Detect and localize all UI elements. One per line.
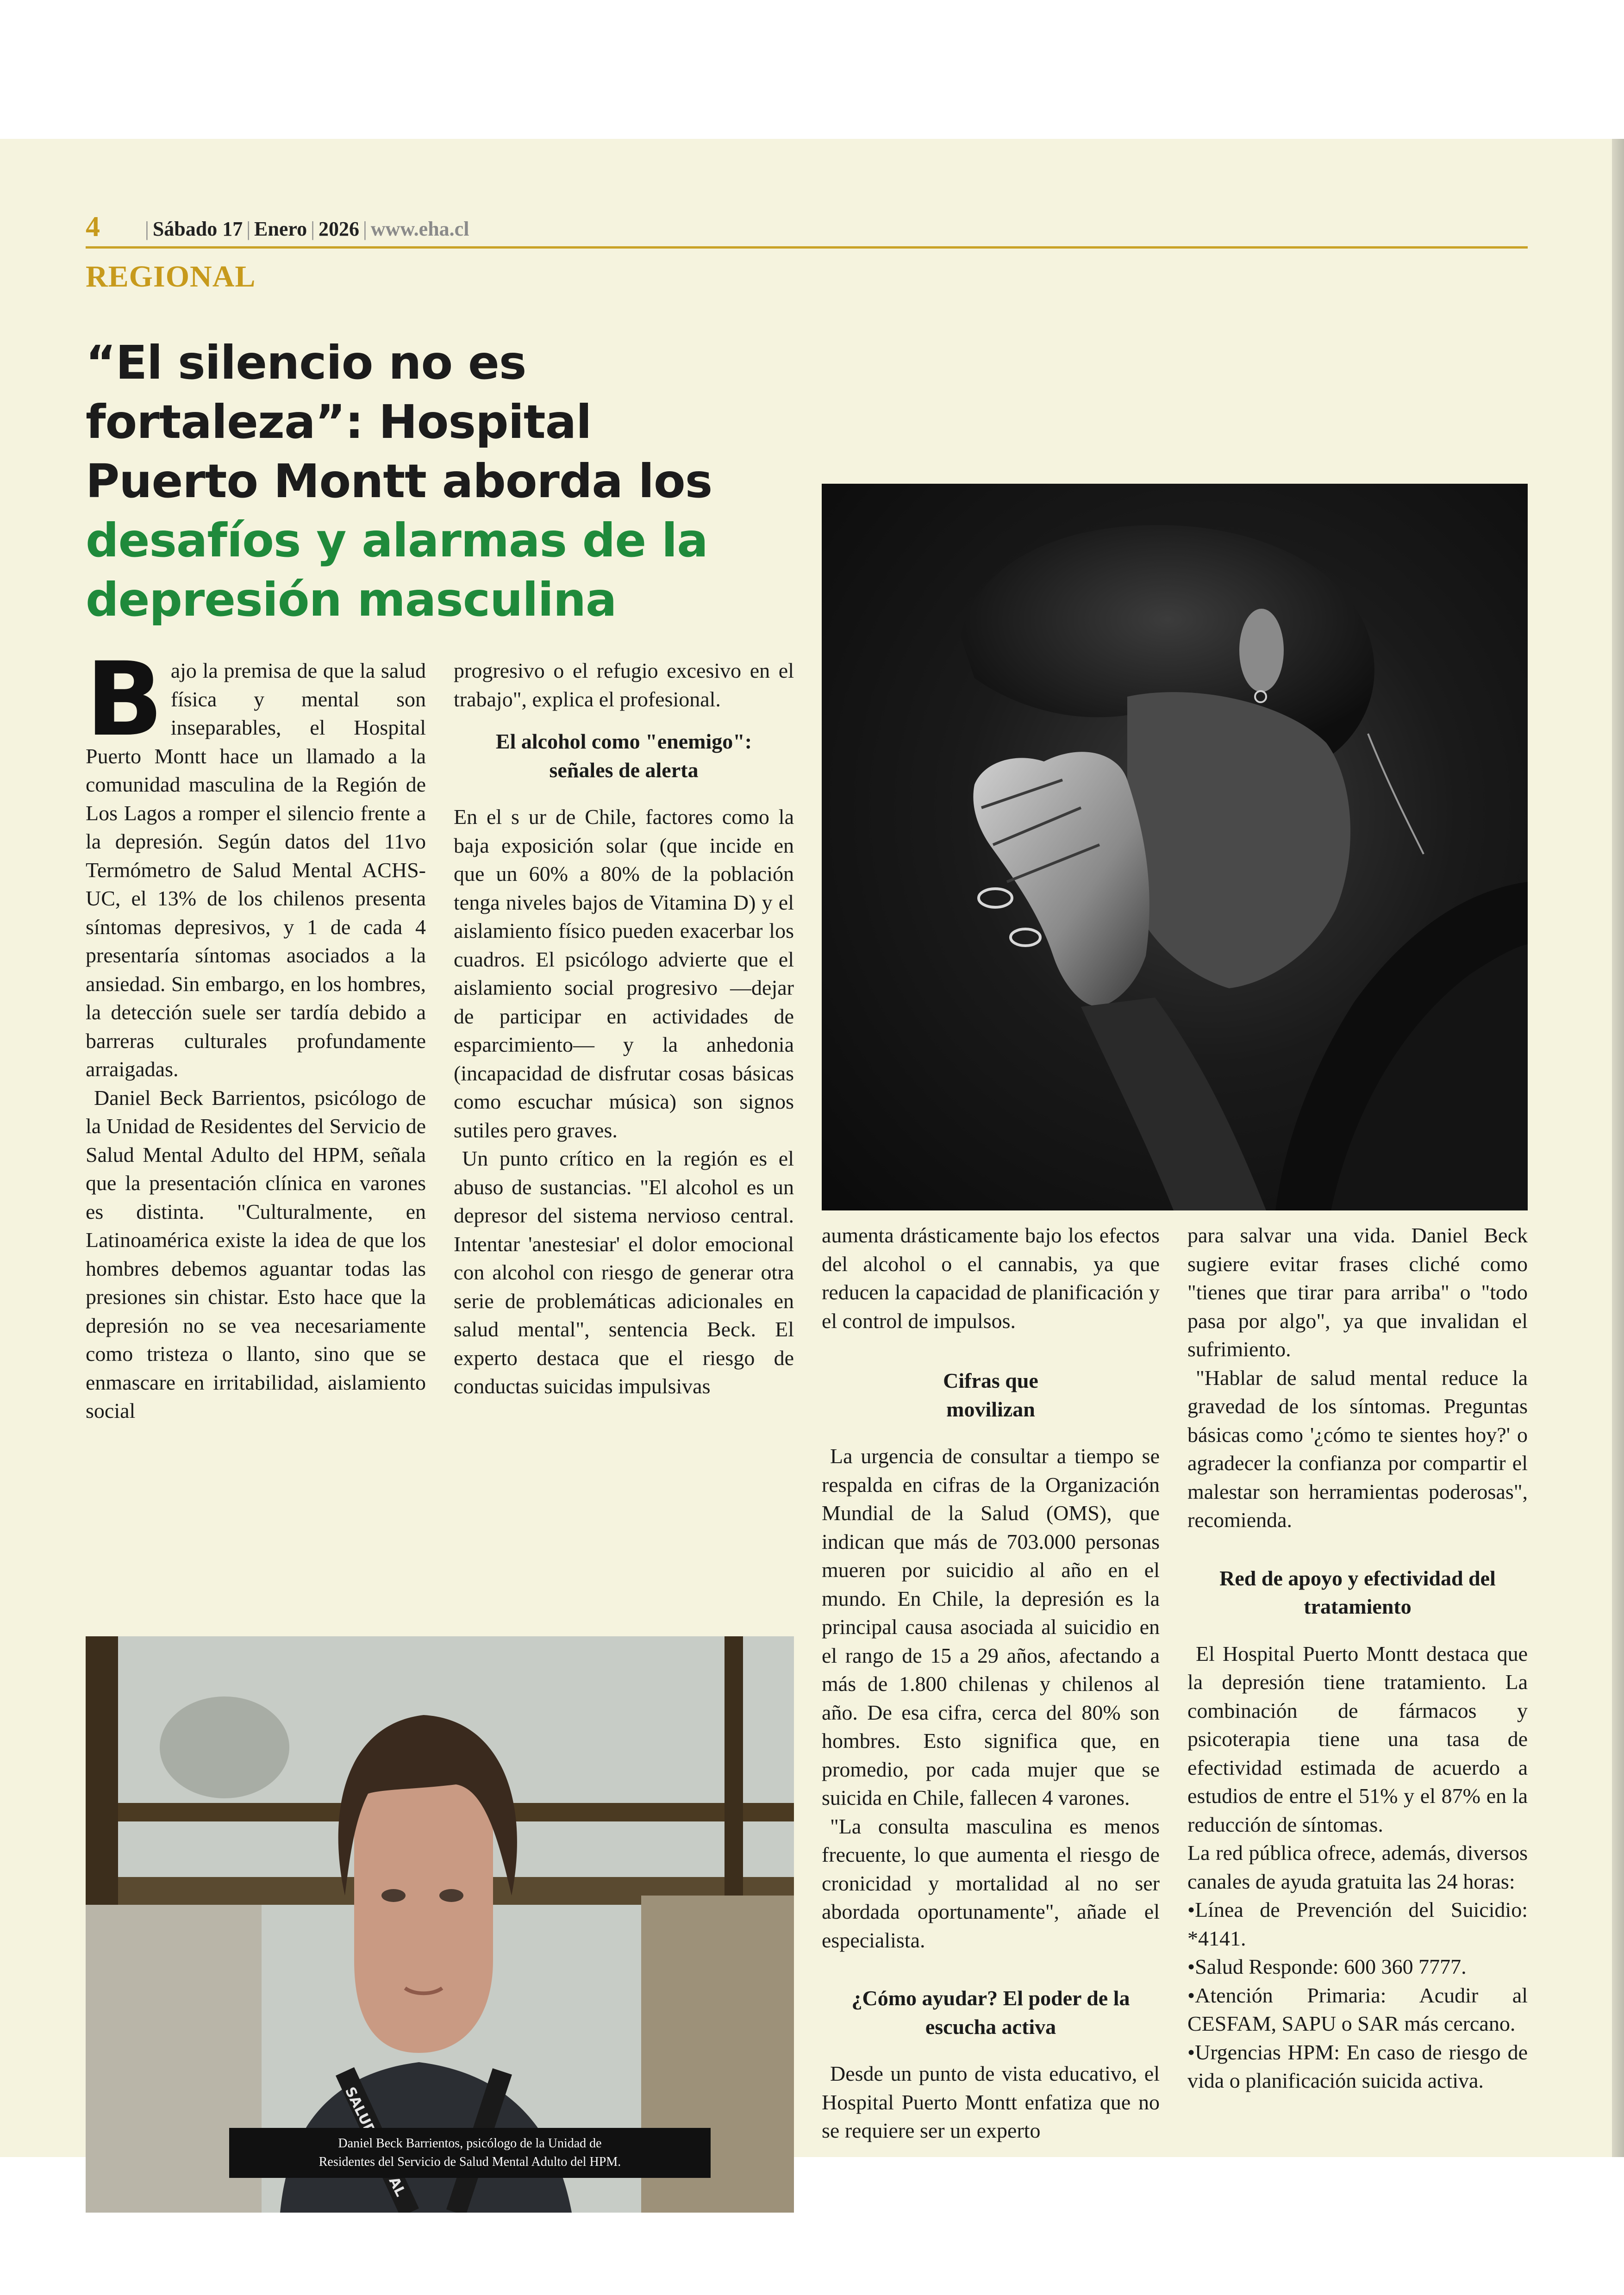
paragraph: Daniel Beck Barrientos, psicólogo de la Unidad de Residentes del Servicio de Salud Mental Adulto del HPM, señala que la presentación clínica en varones es distinta. "Culturalmente, en Latinoamérica existe la idea de que los hombres debemos aguantar todas las presiones sin chistar. Esto hace que la depresión no se vea necesariamente como tristeza o llanto, sino que se enmascare en irritabilidad, aislamiento social <box>86 1085 426 1422</box>
paragraph: La red pública ofrece, además, diversos canales de ayuda gratuita las 24 horas: <box>1187 1841 1528 1893</box>
caption-line: Daniel Beck Barrientos, psicólogo de la Unidad de <box>338 2136 602 2151</box>
bullet-item: •Atención Primaria: Acudir al CESFAM, SAPU o SAR más cercano. <box>1187 1983 1528 2035</box>
bullet-item: •Salud Responde: 600 360 7777. <box>1187 1955 1467 1978</box>
section-label: REGIONAL <box>86 260 256 293</box>
headline-line: fortaleza”: Hospital <box>86 395 592 449</box>
paragraph: Desde un punto de vista educativo, el Hospital Puerto Montt enfatiza que no se requiere ser un experto <box>822 2062 1160 2142</box>
subheading <box>822 1366 1160 1423</box>
bullet-item: •Línea de Prevención del Suicidio: *4141. <box>1187 1898 1528 1950</box>
page-header: 4 | Sábado 17 | Enero | 2026 | www.eha.cl <box>86 211 469 243</box>
article-column-3 <box>822 1221 1160 2145</box>
headline-line: “El silencio no es <box>86 336 526 390</box>
paragraph: "La consulta masculina es menos frecuente, lo que aumenta el riesgo de cronicidad y mortalidad al no ser abordada oportunamente", añade el especialista. <box>822 1814 1160 1952</box>
header-day: Sábado 17 <box>152 218 243 240</box>
header-website-link[interactable]: www.eha.cl <box>370 218 469 240</box>
subheading-line: movilizan <box>946 1397 1035 1421</box>
paragraph: El Hospital Puerto Montt destaca que la depresión tiene tratamiento. La combinación de fármacos y psicoterapia tiene una tasa de efectividad estimada de acuerdo a estudios de entre el 51% y el 87% en la reducción de síntomas. <box>1187 1641 1528 1836</box>
headline-line-highlight: desafíos y alarmas de la <box>86 513 708 568</box>
article-column-1 <box>86 640 426 1425</box>
paragraph: para salvar una vida. Daniel Beck sugiere evitar frases cliché como "tienes que tirar para arriba" o "todo pasa por algo", ya que invalidan el sufrimiento. <box>1187 1223 1528 1361</box>
header-year: 2026 <box>318 218 359 240</box>
page-number: 4 <box>86 211 100 243</box>
drop-cap: B <box>86 640 163 759</box>
headline-line: Puerto Montt aborda los <box>86 454 712 508</box>
paragraph: En el s ur de Chile, factores como la baja exposición solar (que incide en que un 60% a 80% de la población tenga niveles bajos de Vitamina D) y el aislamiento físico pueden exacerbar los cuadros. El psicólogo advierte que el aislamiento social progresivo —dejar de participar en actividades de esparcimiento— y la anhedonia (incapacidad de disfrutar cosas básicas como escuchar música) son signos sutiles pero graves. <box>454 805 794 1142</box>
paragraph: "Hablar de salud mental reduce la gravedad de los síntomas. Preguntas básicas como '¿cómo te sientes hoy?' o agradecer la confianza por compartir el malestar son herramientas poderosas", recomienda. <box>1187 1366 1528 1532</box>
photo-caption <box>229 2128 711 2178</box>
paragraph: progresivo o el refugio excesivo en el trabajo", explica el profesional. <box>454 659 794 711</box>
header-month: Enero <box>254 218 307 240</box>
article-column-2 <box>454 656 794 1401</box>
portrait-photo-daniel-beck <box>86 1636 794 2213</box>
subheading-line: Cifras que <box>943 1369 1038 1392</box>
paragraph: ajo la premisa de que la salud física y mental son inseparables, el Hospital Puerto Montt hace un llamado a la comunidad masculina de la Región de Los Lagos a romper el silencio frente a la depresión. Según datos del 11vo Termómetro de Salud Mental ACHS-UC, el 13% de los chilenos presenta síntomas depresivos, y 1 de cada 4 presentaría síntomas asociados a la ansiedad. Sin embargo, en los hombres, la detección suele ser tardía debido a barreras culturales profundamente arraigadas. <box>86 659 426 1081</box>
main-photo-illustration <box>822 484 1528 1210</box>
paragraph: La urgencia de consultar a tiempo se respalda en cifras de la Organización Mundial de la Salud (OMS), que indican que más de 703.000 personas mueren por suicidio al año en el mundo. En Chile, la depresión es la principal causa asociada al suicidio en el rango de 15 a 29 años, afectando a más de 1.800 chilenas y chilenos al año. De esa cifra, cerca del 80% son hombres. Esto significa que, en promedio, por cada mujer que se suicida en Chile, fallecen 4 varones. <box>822 1444 1160 1809</box>
newspaper-page <box>0 139 1624 2169</box>
subheading: ¿Cómo ayudar? El poder de la escucha activa <box>851 1986 1130 2039</box>
caption-line: Residentes del Servicio de Salud Mental Adulto del HPM. <box>319 2155 621 2169</box>
headline-line-highlight: depresión masculina <box>86 573 617 627</box>
page-edge-shadow <box>1612 139 1624 2157</box>
article-column-4 <box>1187 1221 1528 2095</box>
main-photo-man-covering-face <box>822 484 1528 1210</box>
subheading: Red de apoyo y efectividad del tratamiento <box>1219 1566 1496 1618</box>
paragraph: aumenta drásticamente bajo los efectos del alcohol o el cannabis, ya que reducen la capacidad de planificación y el control de impulsos. <box>822 1223 1160 1333</box>
headline <box>86 333 794 630</box>
bullet-item: •Urgencias HPM: En caso de riesgo de vida o planificación suicida activa. <box>1187 2040 1528 2092</box>
header-rule <box>86 246 1528 249</box>
paragraph: Un punto crítico en la región es el abuso de sustancias. "El alcohol es un depresor del sistema nervioso central. Intentar 'anestesiar' el dolor emocional con alcohol con riesgo de generar otra serie de problemáticas adicionales en salud mental", sentencia Beck. El experto destaca que el riesgo de conductas suicidas impulsivas <box>454 1147 794 1398</box>
portrait-photo-illustration <box>86 1636 794 2213</box>
subheading: El alcohol como "enemigo": señales de alerta <box>495 730 752 782</box>
